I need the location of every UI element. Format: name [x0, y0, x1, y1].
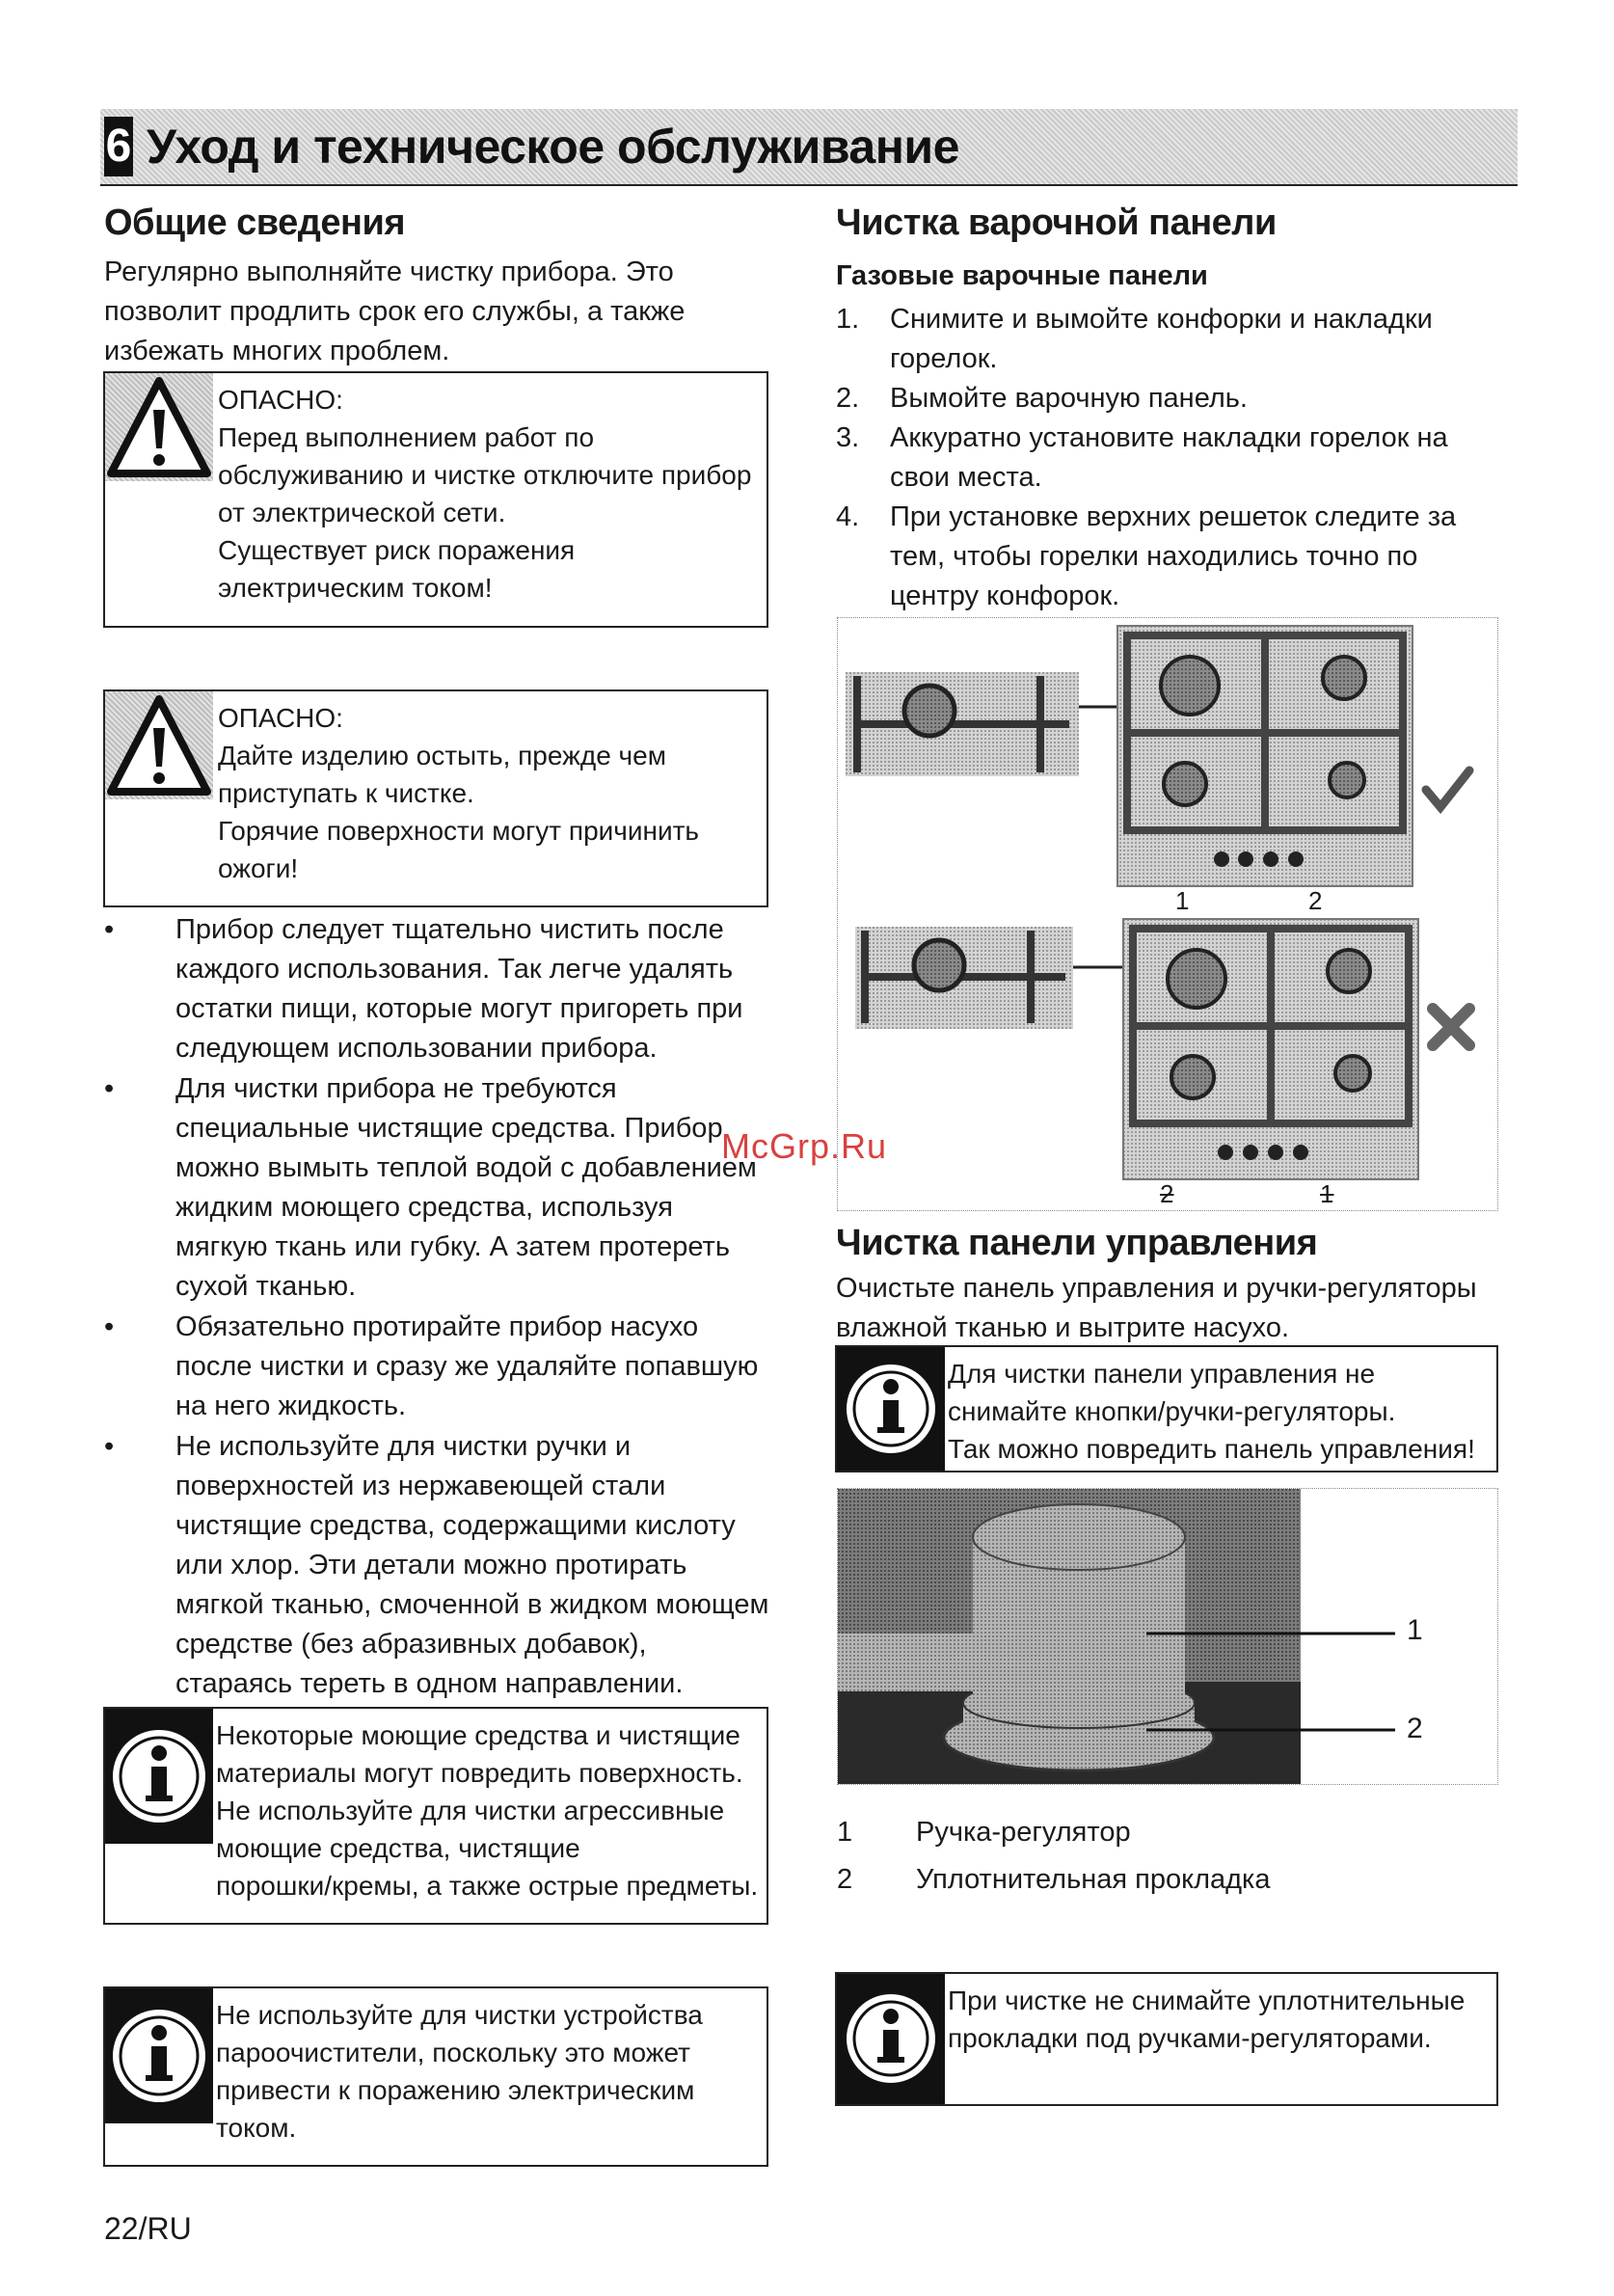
- page-number: 22/RU: [104, 2211, 192, 2246]
- info-icon: [837, 1974, 945, 2104]
- check-mark-icon: [1426, 770, 1469, 807]
- list-item: • Не используйте для чистки ручки и поверхностей из нержавеющей стали чистящие средства, содержащими кислоту или хлор. Эти детали можно протирать мягкой тканью, смоченной в жидком моющем средстве (без абразивных добавок), стараясь тереть в одном направлении.: [104, 1431, 769, 1699]
- info-line: привести к поражению электрическим: [216, 2075, 695, 2105]
- warning-line: Перед выполнением работ по: [218, 422, 595, 452]
- figure-label: 2: [1308, 886, 1323, 915]
- general-heading: Общие сведения: [104, 203, 406, 243]
- warning-line: от электрической сети.: [218, 498, 506, 527]
- panel-heading: Чистка панели управления: [836, 1223, 1318, 1263]
- warning-line: Дайте изделию остыть, прежде чем: [218, 741, 666, 770]
- figure-label: 1: [1320, 1179, 1334, 1208]
- warning-line: обслуживанию и чистке отключите прибор: [218, 460, 752, 490]
- warning-box-electric: [103, 371, 768, 628]
- warning-label: ОПАСНО:: [218, 703, 343, 733]
- info-box-steam: [103, 1986, 768, 2167]
- cross-mark-icon: [1433, 1009, 1469, 1045]
- info-icon: [105, 1709, 213, 1844]
- knob-illustration: [838, 1489, 1497, 1784]
- info-box-knobs: [835, 1345, 1498, 1472]
- info-line: моющие средства, чистящие: [216, 1833, 580, 1863]
- list-item: • Обязательно протирайте прибор насухо после чистки и сразу же удаляйте попавшую на него жидкость.: [104, 1311, 759, 1421]
- warning-line: приступать к чистке.: [218, 778, 474, 808]
- info-line: материалы могут повредить поверхность.: [216, 1758, 743, 1788]
- figure-label: 1: [1175, 886, 1190, 915]
- info-line: При чистке не снимайте уплотнительные: [948, 1985, 1466, 2015]
- info-icon: [837, 1347, 945, 1471]
- warning-label: ОПАСНО:: [218, 385, 343, 415]
- warning-line: ожоги!: [218, 853, 299, 883]
- watermark: McGrp.Ru: [721, 1126, 888, 1166]
- list-item: • Для чистки прибора не требуются специальные чистящие средства. Прибор можно вымыть теплой водой с добавлением жидким моющего средства, используя мягкую ткань или губку. А затем протереть сухой тканью.: [104, 1073, 757, 1302]
- warning-triangle-icon: [105, 691, 213, 799]
- info-icon: [105, 1988, 213, 2123]
- info-line: Не используйте для чистки агрессивные: [216, 1796, 725, 1825]
- info-line: пароочистители, поскольку это может: [216, 2038, 690, 2067]
- legend-item: 1 Ручка-регулятор: [837, 1817, 1131, 1848]
- general-text: Регулярно выполняйте чистку прибора. Это позволит продлить срок его службы, а также избежать многих проблем.: [104, 257, 686, 366]
- warning-line: электрическим током!: [218, 573, 493, 603]
- figure-label: 2: [1160, 1179, 1174, 1208]
- info-line: прокладки под ручками-регуляторами.: [948, 2023, 1432, 2053]
- info-line: Некоторые моющие средства и чистящие: [216, 1720, 740, 1750]
- info-box-gaskets: [835, 1972, 1498, 2106]
- info-line: Так можно повредить панель управления!: [948, 1434, 1475, 1464]
- panel-text: Очистьте панель управления и ручки-регуляторы влажной тканью и вытрите насухо.: [836, 1273, 1477, 1343]
- list-item: • Прибор следует тщательно чистить после каждого использования. Так легче удалять остатки пищи, которые могут пригореть при следующем использовании прибора.: [104, 914, 743, 1064]
- info-line: Не используйте для чистки устройства: [216, 2000, 703, 2030]
- knob-figure: [837, 1488, 1498, 1785]
- warning-line: Существует риск поражения: [218, 535, 576, 565]
- hob-illustration: [838, 618, 1497, 1210]
- section-number: 6: [104, 117, 133, 176]
- warning-triangle-icon: [105, 373, 213, 481]
- section-header: [100, 109, 1518, 186]
- figure-label: 2: [1407, 1713, 1423, 1744]
- info-line: током.: [216, 2113, 297, 2143]
- hob-grid-figure: [837, 617, 1498, 1211]
- warning-box-hot: [103, 689, 768, 907]
- figure-label: 1: [1407, 1614, 1423, 1646]
- info-line: Для чистки панели управления не: [948, 1359, 1376, 1389]
- legend-item: 2 Уплотнительная прокладка: [837, 1864, 1271, 1895]
- info-line: снимайте кнопки/ручки-регуляторы.: [948, 1396, 1396, 1426]
- gas-subheading: Газовые варочные панели: [836, 260, 1208, 291]
- section-title: Уход и техническое обслуживание: [147, 120, 959, 174]
- hob-heading: Чистка варочной панели: [836, 203, 1277, 243]
- warning-line: Горячие поверхности могут причинить: [218, 816, 700, 846]
- info-box-detergents: [103, 1707, 768, 1925]
- info-line: порошки/кремы, а также острые предметы.: [216, 1871, 759, 1901]
